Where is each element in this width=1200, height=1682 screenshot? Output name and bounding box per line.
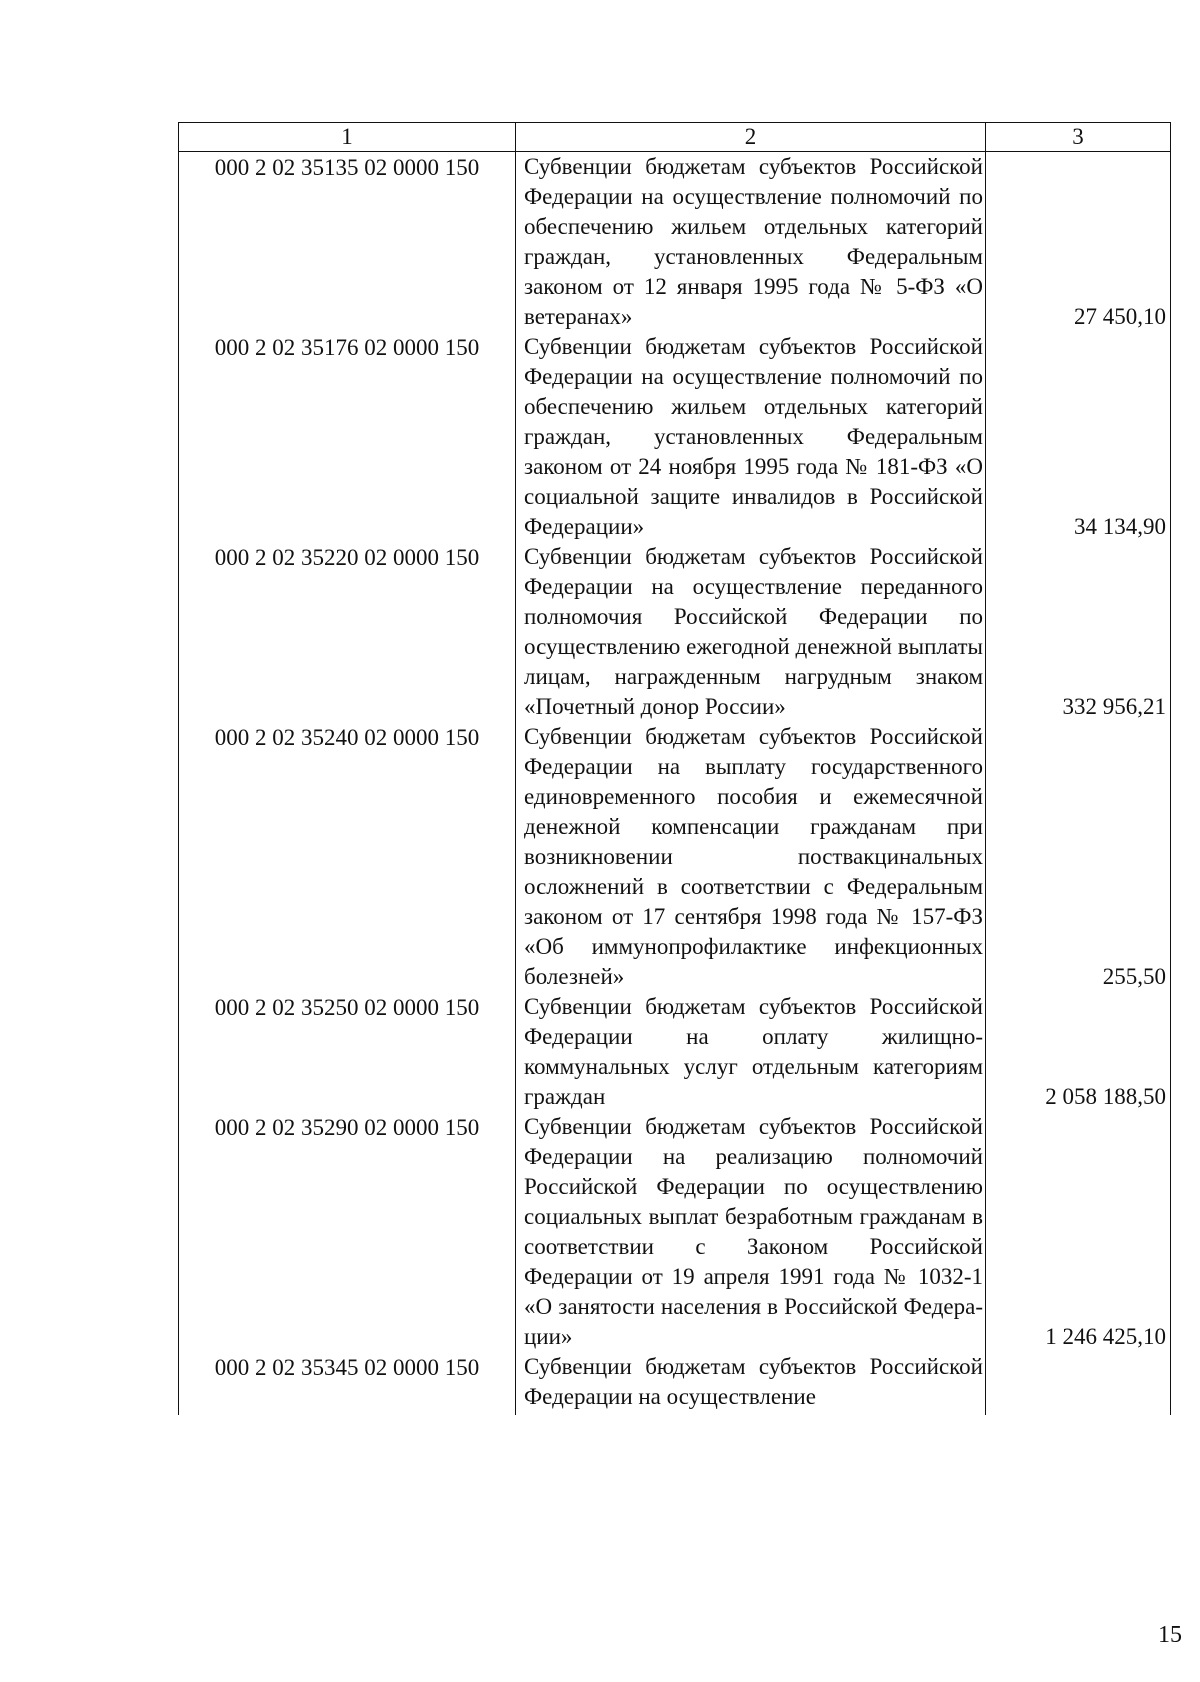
- budget-code: 000 2 02 35220 02 0000 150: [179, 542, 516, 722]
- table-row: [179, 332, 1171, 542]
- column-header-amount: 3: [986, 123, 1171, 152]
- row-amount: 255,50: [986, 722, 1171, 992]
- header-row: [179, 123, 1171, 152]
- row-amount: 1 246 425,10: [986, 1112, 1171, 1352]
- row-description: Субвенции бюджетам субъектов Российской Федерации на осуществление полномочий по обеспечению жильем отдельных категорий граждан, установленных Федеральным законом от 12 января 1995 года № 5-ФЗ «О ветеранах»: [516, 152, 986, 333]
- table-body: [179, 152, 1171, 1416]
- row-description: Субвенции бюджетам субъектов Российской Федерации на осуществление полномочий по обеспечению жильем отдельных категорий граждан, установленных Федеральным законом от 24 ноября 1995 года № 181-ФЗ «О социальной защите инвалидов в Российской Федерации»: [516, 332, 986, 542]
- budget-code: 000 2 02 35135 02 0000 150: [179, 152, 516, 333]
- table-row: [179, 152, 1171, 333]
- row-description: Субвенции бюджетам субъектов Российской Федерации на реализацию полномочий Российской Федерации по осуществлению социальных выплат безработным гражданам в соответствии с Законом Российской Федерации от 19 апреля 1991 года № 1032-1 «О занятости населения в Российской Федерации»: [516, 1112, 986, 1352]
- row-amount: 332 956,21: [986, 542, 1171, 722]
- column-header-description: 2: [516, 123, 986, 152]
- row-description: Субвенции бюджетам субъектов Российской Федерации на осуществление: [516, 1352, 986, 1415]
- page-number: 15: [1158, 1622, 1182, 1648]
- row-amount: 2 058 188,50: [986, 992, 1171, 1112]
- row-amount: 34 134,90: [986, 332, 1171, 542]
- budget-code: 000 2 02 35250 02 0000 150: [179, 992, 516, 1112]
- table-header: [179, 123, 1171, 152]
- budget-code: 000 2 02 35345 02 0000 150: [179, 1352, 516, 1415]
- budget-table: [178, 122, 1171, 1415]
- row-amount: [986, 1352, 1171, 1415]
- table-row: [179, 722, 1171, 992]
- budget-code: 000 2 02 35176 02 0000 150: [179, 332, 516, 542]
- column-header-code: 1: [179, 123, 516, 152]
- row-description: Субвенции бюджетам субъектов Российской Федерации на оплату жилищно-коммунальных услуг отдельным категориям граждан: [516, 992, 986, 1112]
- table-row: [179, 1112, 1171, 1352]
- table-row: [179, 542, 1171, 722]
- budget-code: 000 2 02 35240 02 0000 150: [179, 722, 516, 992]
- table-row: [179, 992, 1171, 1112]
- row-description: Субвенции бюджетам субъектов Российской Федерации на осуществление переданного полномочия Российской Федерации по осуществлению ежегодной денежной выплаты лицам, награжденным нагрудным знаком «Почетный донор России»: [516, 542, 986, 722]
- table-row: [179, 1352, 1171, 1415]
- row-description: Субвенции бюджетам субъектов Российской Федерации на выплату государственного единовременного пособия и ежемесячной денежной компенсации гражданам при возникновении поствакцинальных осложнений в соответствии с Федеральным законом от 17 сентября 1998 года № 157-ФЗ «Об иммунопрофилактике инфекционных болезней»: [516, 722, 986, 992]
- budget-code: 000 2 02 35290 02 0000 150: [179, 1112, 516, 1352]
- row-amount: 27 450,10: [986, 152, 1171, 333]
